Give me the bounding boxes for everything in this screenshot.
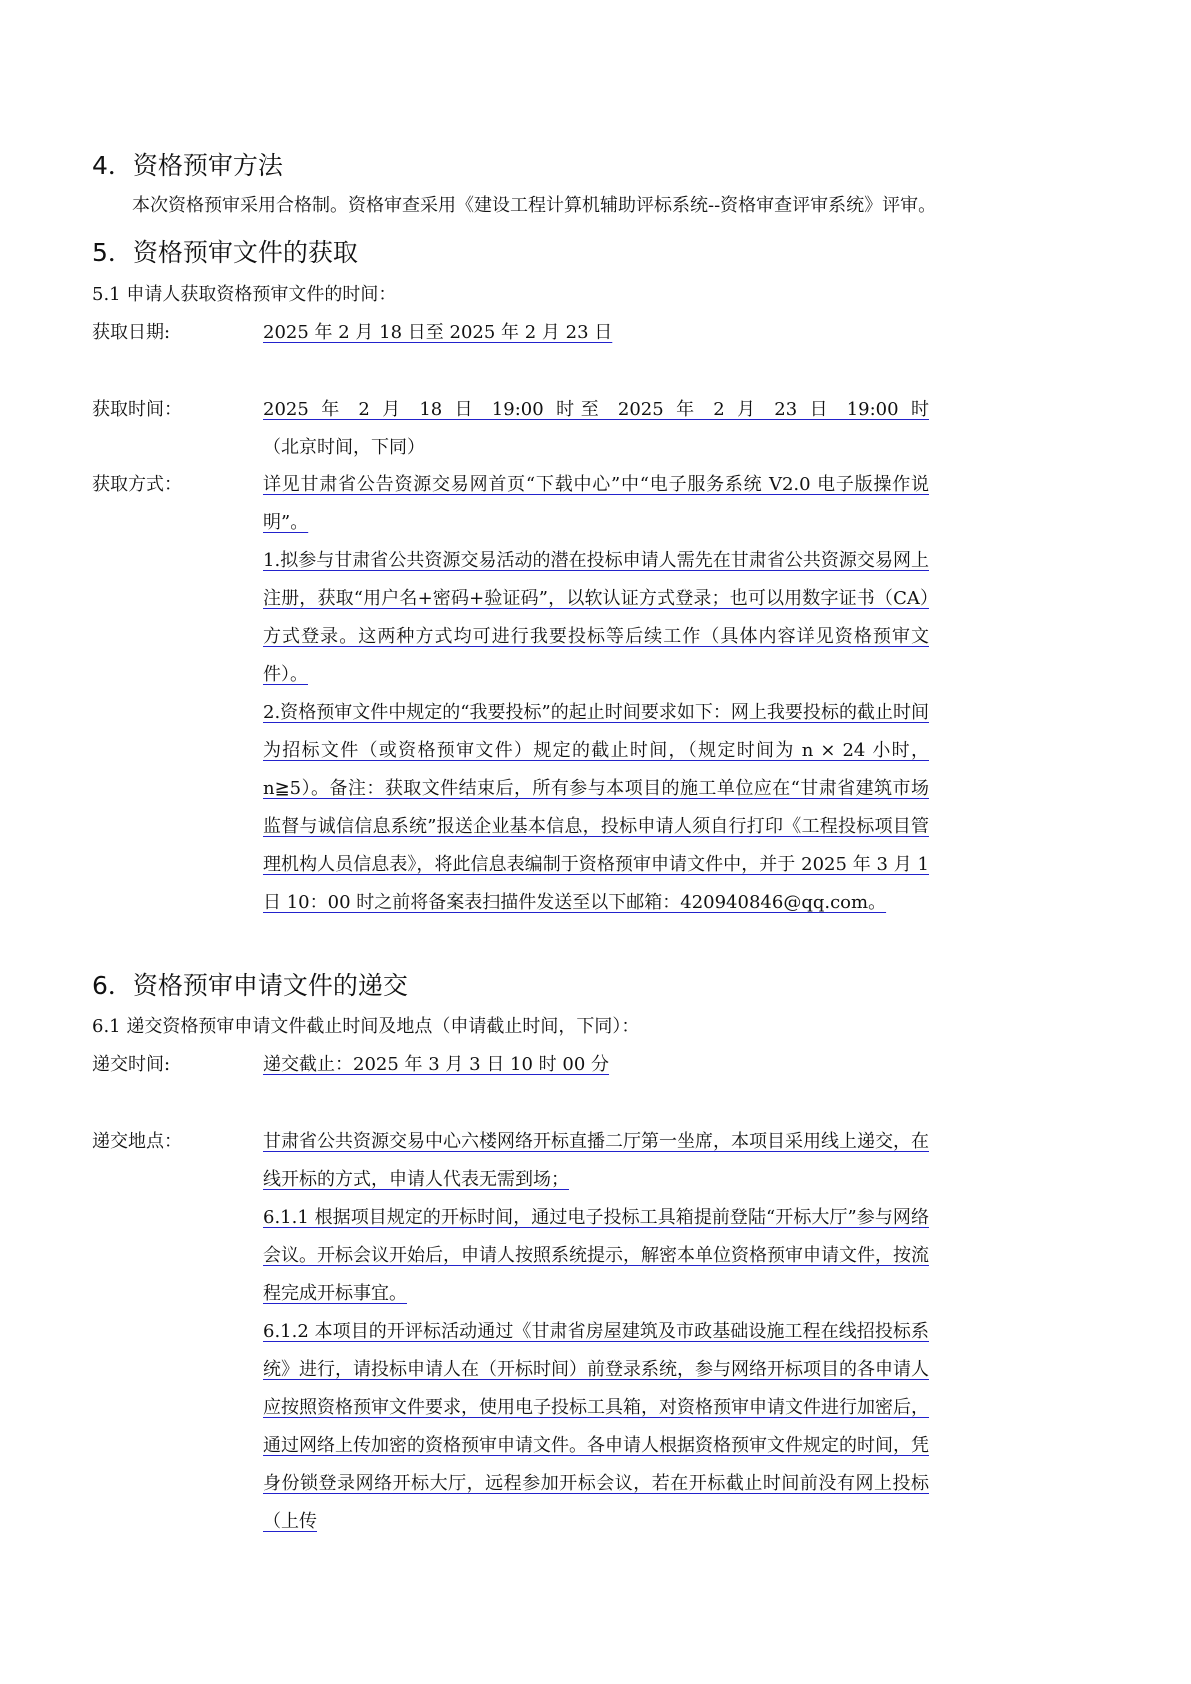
- submit-place-paragraph-3: 6.1.2 本项目的开评标活动通过《甘肃省房屋建筑及市政基础设施工程在线招投标系统》进行，请投标申请人在（开标时间）前登录系统，参与网络开标项目的各申请人应按照资格预审文件要求，使用电子投标工具箱，对资格预审申请文件进行加密后，通过网络上传加密的资格预审申请文件。各申请人根据资格预审文件规定的时间，凭身份锁登录网络开标大厅，远程参加开标会议，若在开标截止时间前没有网上投标（上传: [263, 1321, 929, 1532]
- obtain-time-text: 2025 年 2 月 18 日 19:00 时至 2025 年 2 月 23 日 19:00 时: [263, 399, 929, 420]
- submit-place-paragraph-1: 甘肃省公共资源交易中心六楼网络开标直播二厅第一坐席，本项目采用线上递交，在线开标的方式，申请人代表无需到场；: [263, 1131, 929, 1190]
- section-5-heading: 5．资格预审文件的获取: [92, 238, 358, 267]
- submit-place-paragraph-2: 6.1.1 根据项目规定的开标时间，通过电子投标工具箱提前登陆“开标大厅”参与网络会议。开标会议开始后，申请人按照系统提示，解密本单位资格预审申请文件，按流程完成开标事宜。: [263, 1207, 929, 1304]
- submit-place-block: [263, 1123, 929, 1541]
- submit-time-value: [263, 1053, 609, 1077]
- obtain-date-value: [263, 321, 612, 345]
- submit-time-label: 递交时间:: [92, 1054, 171, 1075]
- section-6-heading: 6．资格预审申请文件的递交: [92, 971, 408, 1000]
- section-4-heading: 4．资格预审方法: [92, 151, 283, 180]
- obtain-time-note: （北京时间，下同）: [263, 437, 425, 458]
- obtain-time-value: [263, 391, 929, 467]
- submit-place-label: 递交地点：: [92, 1131, 182, 1152]
- obtain-method-paragraph-2: 1.拟参与甘肃省公共资源交易活动的潜在投标申请人需先在甘肃省公共资源交易网上注册，获取“用户名+密码+验证码”，以软认证方式登录；也可以用数字证书（CA）方式登录。这两种方式均可进行我要投标等后续工作（具体内容详见资格预审文件）。: [263, 550, 929, 685]
- section-5-1-subheading: 5.1 申请人获取资格预审文件的时间：: [92, 284, 397, 305]
- obtain-date-text: 2025 年 2 月 18 日至 2025 年 2 月 23 日: [263, 322, 613, 343]
- obtain-time-label: 获取时间：: [92, 399, 182, 420]
- obtain-date-label: 获取日期:: [92, 322, 171, 343]
- submit-time-text: 递交截止：2025 年 3 月 3 日 10 时 00 分: [263, 1054, 610, 1075]
- obtain-method-label: 获取方式：: [92, 474, 182, 495]
- obtain-method-paragraph-1: 详见甘肃省公告资源交易网首页“下载中心”中“电子服务系统 V2.0 电子版操作说明”。: [263, 474, 929, 533]
- obtain-method-block: [263, 466, 929, 922]
- section-4-text: 本次资格预审采用合格制。资格审查采用《建设工程计算机辅助评标系统--资格审查评审系统》评审。: [132, 195, 937, 216]
- obtain-method-paragraph-3: 2.资格预审文件中规定的“我要投标”的起止时间要求如下：网上我要投标的截止时间为招标文件（或资格预审文件）规定的截止时间，（规定时间为 n × 24 小时，n≧5）。备注：获取文件结束后，所有参与本项目的施工单位应在“甘肃省建筑市场监督与诚信信息系统”报送企业基本信息，投标申请人须自行打印《工程投标项目管理机构人员信息表》，将此信息表编制于资格预审申请文件中，并于 2025 年 3 月 1 日 10：00 时之前将备案表扫描件发送至以下邮箱：420940846@qq.com。: [263, 702, 929, 913]
- section-6-1-subheading: 6.1 递交资格预审申请文件截止时间及地点（申请截止时间，下同）：: [92, 1016, 640, 1037]
